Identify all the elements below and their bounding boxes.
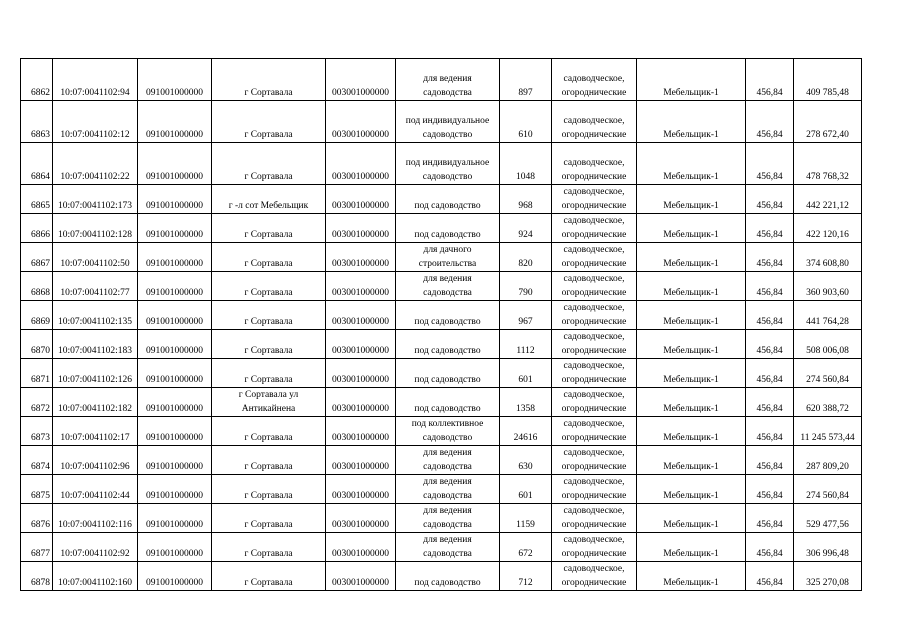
oktmo-code-cell: 003001000000 bbox=[326, 446, 396, 475]
cadastral-number-cell: 10:07:0041102:183 bbox=[53, 330, 138, 359]
unit-price-cell: 456,84 bbox=[746, 330, 794, 359]
land-category-line: садоводческое, bbox=[563, 506, 625, 516]
record-number-cell: 6863 bbox=[21, 101, 53, 143]
table-body bbox=[21, 59, 862, 591]
location-line: г Сортавала bbox=[244, 491, 293, 501]
location-cell bbox=[212, 562, 326, 591]
okato-code-cell: 091001000000 bbox=[138, 388, 212, 417]
land-category-line: садоводческое, bbox=[563, 274, 625, 284]
area-cell: 24616 bbox=[500, 417, 552, 446]
permitted-use-line: под садоводство bbox=[414, 404, 481, 414]
cadastral-number-cell: 10:07:0041102:160 bbox=[53, 562, 138, 591]
location-line: г Сортавала bbox=[244, 317, 293, 327]
location-cell bbox=[212, 533, 326, 562]
okato-code-cell: 091001000000 bbox=[138, 301, 212, 330]
table-row bbox=[21, 272, 862, 301]
oktmo-code-cell: 003001000000 bbox=[326, 272, 396, 301]
location-line: г Сортавала bbox=[244, 259, 293, 269]
land-category-line: садоводческое, bbox=[563, 216, 625, 226]
permitted-use-line: садоводства bbox=[423, 88, 472, 98]
permitted-use-line: под садоводство bbox=[414, 317, 481, 327]
location-cell bbox=[212, 143, 326, 185]
oktmo-code-cell: 003001000000 bbox=[326, 562, 396, 591]
land-category-line: садоводческое, bbox=[563, 116, 625, 126]
land-category-cell bbox=[552, 301, 637, 330]
permitted-use-cell bbox=[396, 272, 500, 301]
okato-code-cell: 091001000000 bbox=[138, 59, 212, 101]
unit-price-cell: 456,84 bbox=[746, 533, 794, 562]
location-line: г Сортавала bbox=[244, 130, 293, 140]
okato-code-cell: 091001000000 bbox=[138, 359, 212, 388]
cadastral-number-cell: 10:07:0041102:116 bbox=[53, 504, 138, 533]
table-row bbox=[21, 243, 862, 272]
land-category-line: огороднические bbox=[561, 259, 627, 269]
area-cell: 924 bbox=[500, 214, 552, 243]
area-cell: 1159 bbox=[500, 504, 552, 533]
area-cell: 968 bbox=[500, 185, 552, 214]
permitted-use-line: садоводства bbox=[423, 462, 472, 472]
table-row bbox=[21, 504, 862, 533]
location-cell bbox=[212, 101, 326, 143]
land-category-line: садоводческое, bbox=[563, 158, 625, 168]
land-category-line: огороднические bbox=[561, 172, 627, 182]
permitted-use-line: садоводство bbox=[422, 433, 473, 443]
permitted-use-line: под садоводство bbox=[414, 230, 481, 240]
unit-price-cell: 456,84 bbox=[746, 214, 794, 243]
land-category-line: огороднические bbox=[561, 317, 627, 327]
oktmo-code-cell: 003001000000 bbox=[326, 101, 396, 143]
permitted-use-cell bbox=[396, 101, 500, 143]
valuation-zone-cell: Мебельщик-1 bbox=[637, 214, 746, 243]
permitted-use-cell bbox=[396, 143, 500, 185]
valuation-zone-cell: Мебельщик-1 bbox=[637, 101, 746, 143]
permitted-use-line: под садоводство bbox=[414, 578, 481, 588]
record-number-cell: 6869 bbox=[21, 301, 53, 330]
record-number-cell: 6873 bbox=[21, 417, 53, 446]
cadastral-number-cell: 10:07:0041102:126 bbox=[53, 359, 138, 388]
location-cell bbox=[212, 359, 326, 388]
valuation-zone-cell: Мебельщик-1 bbox=[637, 504, 746, 533]
table-row bbox=[21, 475, 862, 504]
land-category-line: огороднические bbox=[561, 520, 627, 530]
table-row bbox=[21, 143, 862, 185]
cadastral-number-cell: 10:07:0041102:12 bbox=[53, 101, 138, 143]
cadastral-cost-cell: 478 768,32 bbox=[794, 143, 862, 185]
cadastral-cost-cell: 374 608,80 bbox=[794, 243, 862, 272]
valuation-zone-cell: Мебельщик-1 bbox=[637, 533, 746, 562]
table-row bbox=[21, 330, 862, 359]
location-line: г Сортавала bbox=[244, 375, 293, 385]
oktmo-code-cell: 003001000000 bbox=[326, 388, 396, 417]
land-category-cell bbox=[552, 59, 637, 101]
permitted-use-cell bbox=[396, 301, 500, 330]
oktmo-code-cell: 003001000000 bbox=[326, 301, 396, 330]
land-category-line: садоводческое, bbox=[563, 535, 625, 545]
land-category-line: огороднические bbox=[561, 201, 627, 211]
cadastral-cost-cell: 287 809,20 bbox=[794, 446, 862, 475]
unit-price-cell: 456,84 bbox=[746, 562, 794, 591]
land-category-line: садоводческое, bbox=[563, 361, 625, 371]
location-cell bbox=[212, 243, 326, 272]
okato-code-cell: 091001000000 bbox=[138, 143, 212, 185]
permitted-use-line: для ведения bbox=[423, 477, 472, 487]
location-cell bbox=[212, 214, 326, 243]
land-category-cell bbox=[552, 330, 637, 359]
unit-price-cell: 456,84 bbox=[746, 301, 794, 330]
land-category-line: садоводческое, bbox=[563, 564, 625, 574]
land-category-line: садоводческое, bbox=[563, 419, 625, 429]
unit-price-cell: 456,84 bbox=[746, 59, 794, 101]
location-line: г Сортавала bbox=[244, 520, 293, 530]
cadastral-cost-cell: 11 245 573,44 bbox=[794, 417, 862, 446]
area-cell: 601 bbox=[500, 359, 552, 388]
table-row bbox=[21, 185, 862, 214]
permitted-use-cell bbox=[396, 214, 500, 243]
okato-code-cell: 091001000000 bbox=[138, 562, 212, 591]
permitted-use-line: для ведения bbox=[423, 535, 472, 545]
land-category-cell bbox=[552, 504, 637, 533]
area-cell: 1358 bbox=[500, 388, 552, 417]
cadastral-number-cell: 10:07:0041102:77 bbox=[53, 272, 138, 301]
oktmo-code-cell: 003001000000 bbox=[326, 59, 396, 101]
land-category-line: огороднические bbox=[561, 130, 627, 140]
permitted-use-cell bbox=[396, 330, 500, 359]
table-row bbox=[21, 388, 862, 417]
oktmo-code-cell: 003001000000 bbox=[326, 475, 396, 504]
cadastral-number-cell: 10:07:0041102:173 bbox=[53, 185, 138, 214]
record-number-cell: 6870 bbox=[21, 330, 53, 359]
unit-price-cell: 456,84 bbox=[746, 185, 794, 214]
permitted-use-line: садоводства bbox=[423, 549, 472, 559]
valuation-zone-cell: Мебельщик-1 bbox=[637, 446, 746, 475]
land-category-line: садоводческое, bbox=[563, 303, 625, 313]
area-cell: 897 bbox=[500, 59, 552, 101]
land-category-line: огороднические bbox=[561, 230, 627, 240]
land-category-line: садоводческое, bbox=[563, 448, 625, 458]
permitted-use-line: садоводство bbox=[422, 130, 473, 140]
permitted-use-line: строительства bbox=[418, 259, 477, 269]
record-number-cell: 6867 bbox=[21, 243, 53, 272]
location-line: г Сортавала bbox=[244, 433, 293, 443]
cadastral-cost-cell: 620 388,72 bbox=[794, 388, 862, 417]
permitted-use-line: под садоводство bbox=[414, 375, 481, 385]
land-category-line: огороднические bbox=[561, 549, 627, 559]
permitted-use-line: садоводство bbox=[422, 172, 473, 182]
okato-code-cell: 091001000000 bbox=[138, 214, 212, 243]
record-number-cell: 6875 bbox=[21, 475, 53, 504]
land-register-table bbox=[20, 58, 862, 591]
permitted-use-line: для ведения bbox=[423, 448, 472, 458]
record-number-cell: 6865 bbox=[21, 185, 53, 214]
cadastral-number-cell: 10:07:0041102:44 bbox=[53, 475, 138, 504]
unit-price-cell: 456,84 bbox=[746, 388, 794, 417]
okato-code-cell: 091001000000 bbox=[138, 475, 212, 504]
location-cell bbox=[212, 330, 326, 359]
record-number-cell: 6872 bbox=[21, 388, 53, 417]
okato-code-cell: 091001000000 bbox=[138, 101, 212, 143]
permitted-use-line: под индивидуальное bbox=[405, 116, 490, 126]
valuation-zone-cell: Мебельщик-1 bbox=[637, 59, 746, 101]
cadastral-number-cell: 10:07:0041102:96 bbox=[53, 446, 138, 475]
table-row bbox=[21, 101, 862, 143]
valuation-zone-cell: Мебельщик-1 bbox=[637, 185, 746, 214]
unit-price-cell: 456,84 bbox=[746, 101, 794, 143]
oktmo-code-cell: 003001000000 bbox=[326, 504, 396, 533]
cadastral-number-cell: 10:07:0041102:135 bbox=[53, 301, 138, 330]
location-cell bbox=[212, 388, 326, 417]
land-category-cell bbox=[552, 214, 637, 243]
record-number-cell: 6878 bbox=[21, 562, 53, 591]
land-category-line: огороднические bbox=[561, 578, 627, 588]
cadastral-number-cell: 10:07:0041102:17 bbox=[53, 417, 138, 446]
area-cell: 967 bbox=[500, 301, 552, 330]
permitted-use-cell bbox=[396, 59, 500, 101]
area-cell: 601 bbox=[500, 475, 552, 504]
okato-code-cell: 091001000000 bbox=[138, 417, 212, 446]
permitted-use-line: для дачного bbox=[423, 245, 472, 255]
okato-code-cell: 091001000000 bbox=[138, 243, 212, 272]
land-category-line: огороднические bbox=[561, 433, 627, 443]
cadastral-number-cell: 10:07:0041102:92 bbox=[53, 533, 138, 562]
location-line: г Сортавала bbox=[244, 578, 293, 588]
table-row bbox=[21, 59, 862, 101]
okato-code-cell: 091001000000 bbox=[138, 533, 212, 562]
okato-code-cell: 091001000000 bbox=[138, 330, 212, 359]
land-category-line: садоводческое, bbox=[563, 332, 625, 342]
permitted-use-cell bbox=[396, 562, 500, 591]
location-cell bbox=[212, 185, 326, 214]
unit-price-cell: 456,84 bbox=[746, 475, 794, 504]
cadastral-cost-cell: 422 120,16 bbox=[794, 214, 862, 243]
cadastral-cost-cell: 278 672,40 bbox=[794, 101, 862, 143]
oktmo-code-cell: 003001000000 bbox=[326, 533, 396, 562]
record-number-cell: 6876 bbox=[21, 504, 53, 533]
location-line: г Сортавала ул bbox=[238, 390, 299, 400]
valuation-zone-cell: Мебельщик-1 bbox=[637, 301, 746, 330]
valuation-zone-cell: Мебельщик-1 bbox=[637, 143, 746, 185]
land-category-line: огороднические bbox=[561, 404, 627, 414]
permitted-use-cell bbox=[396, 185, 500, 214]
cadastral-cost-cell: 274 560,84 bbox=[794, 359, 862, 388]
valuation-zone-cell: Мебельщик-1 bbox=[637, 359, 746, 388]
land-category-cell bbox=[552, 417, 637, 446]
table-row bbox=[21, 214, 862, 243]
unit-price-cell: 456,84 bbox=[746, 272, 794, 301]
record-number-cell: 6871 bbox=[21, 359, 53, 388]
land-category-line: огороднические bbox=[561, 375, 627, 385]
land-category-line: садоводческое, bbox=[563, 74, 625, 84]
area-cell: 630 bbox=[500, 446, 552, 475]
area-cell: 610 bbox=[500, 101, 552, 143]
cadastral-cost-cell: 360 903,60 bbox=[794, 272, 862, 301]
table-row bbox=[21, 359, 862, 388]
location-cell bbox=[212, 417, 326, 446]
permitted-use-line: для ведения bbox=[423, 506, 472, 516]
location-line: г Сортавала bbox=[244, 346, 293, 356]
land-category-cell bbox=[552, 101, 637, 143]
valuation-zone-cell: Мебельщик-1 bbox=[637, 388, 746, 417]
valuation-zone-cell: Мебельщик-1 bbox=[637, 475, 746, 504]
land-category-line: огороднические bbox=[561, 346, 627, 356]
valuation-zone-cell: Мебельщик-1 bbox=[637, 243, 746, 272]
cadastral-cost-cell: 409 785,48 bbox=[794, 59, 862, 101]
oktmo-code-cell: 003001000000 bbox=[326, 243, 396, 272]
okato-code-cell: 091001000000 bbox=[138, 446, 212, 475]
land-category-cell bbox=[552, 243, 637, 272]
permitted-use-line: для ведения bbox=[423, 274, 472, 284]
location-line: г Сортавала bbox=[244, 549, 293, 559]
land-category-cell bbox=[552, 143, 637, 185]
table-row bbox=[21, 417, 862, 446]
permitted-use-line: для ведения bbox=[423, 74, 472, 84]
record-number-cell: 6877 bbox=[21, 533, 53, 562]
land-category-cell bbox=[552, 475, 637, 504]
oktmo-code-cell: 003001000000 bbox=[326, 417, 396, 446]
location-cell bbox=[212, 301, 326, 330]
land-category-line: садоводческое, bbox=[563, 390, 625, 400]
record-number-cell: 6866 bbox=[21, 214, 53, 243]
area-cell: 672 bbox=[500, 533, 552, 562]
permitted-use-cell bbox=[396, 359, 500, 388]
cadastral-number-cell: 10:07:0041102:128 bbox=[53, 214, 138, 243]
location-line: г Сортавала bbox=[244, 230, 293, 240]
location-cell bbox=[212, 272, 326, 301]
cadastral-number-cell: 10:07:0041102:94 bbox=[53, 59, 138, 101]
unit-price-cell: 456,84 bbox=[746, 243, 794, 272]
location-line: Антикайнена bbox=[241, 404, 296, 414]
land-category-cell bbox=[552, 446, 637, 475]
unit-price-cell: 456,84 bbox=[746, 359, 794, 388]
permitted-use-line: под садоводство bbox=[414, 201, 481, 211]
oktmo-code-cell: 003001000000 bbox=[326, 143, 396, 185]
permitted-use-line: садоводства bbox=[423, 288, 472, 298]
land-category-cell bbox=[552, 388, 637, 417]
permitted-use-cell bbox=[396, 504, 500, 533]
table-row bbox=[21, 533, 862, 562]
unit-price-cell: 456,84 bbox=[746, 417, 794, 446]
area-cell: 790 bbox=[500, 272, 552, 301]
oktmo-code-cell: 003001000000 bbox=[326, 330, 396, 359]
area-cell: 820 bbox=[500, 243, 552, 272]
land-category-line: огороднические bbox=[561, 462, 627, 472]
permitted-use-cell bbox=[396, 243, 500, 272]
permitted-use-line: под индивидуальное bbox=[405, 158, 490, 168]
land-category-line: огороднические bbox=[561, 88, 627, 98]
permitted-use-cell bbox=[396, 533, 500, 562]
permitted-use-line: под садоводство bbox=[414, 346, 481, 356]
cadastral-cost-cell: 306 996,48 bbox=[794, 533, 862, 562]
record-number-cell: 6868 bbox=[21, 272, 53, 301]
area-cell: 1112 bbox=[500, 330, 552, 359]
permitted-use-cell bbox=[396, 446, 500, 475]
valuation-zone-cell: Мебельщик-1 bbox=[637, 562, 746, 591]
cadastral-cost-cell: 529 477,56 bbox=[794, 504, 862, 533]
table-row bbox=[21, 446, 862, 475]
cadastral-cost-cell: 441 764,28 bbox=[794, 301, 862, 330]
table-row bbox=[21, 301, 862, 330]
location-cell bbox=[212, 504, 326, 533]
cadastral-cost-cell: 442 221,12 bbox=[794, 185, 862, 214]
location-cell bbox=[212, 475, 326, 504]
land-category-cell bbox=[552, 185, 637, 214]
valuation-zone-cell: Мебельщик-1 bbox=[637, 330, 746, 359]
permitted-use-line: под коллективное bbox=[411, 419, 484, 429]
area-cell: 1048 bbox=[500, 143, 552, 185]
permitted-use-cell bbox=[396, 475, 500, 504]
land-category-cell bbox=[552, 533, 637, 562]
permitted-use-cell bbox=[396, 417, 500, 446]
land-category-line: огороднические bbox=[561, 288, 627, 298]
land-category-cell bbox=[552, 562, 637, 591]
okato-code-cell: 091001000000 bbox=[138, 272, 212, 301]
area-cell: 712 bbox=[500, 562, 552, 591]
land-category-cell bbox=[552, 272, 637, 301]
location-line: г Сортавала bbox=[244, 288, 293, 298]
location-line: г -л сот Мебельщик bbox=[228, 201, 309, 211]
oktmo-code-cell: 003001000000 bbox=[326, 359, 396, 388]
record-number-cell: 6874 bbox=[21, 446, 53, 475]
unit-price-cell: 456,84 bbox=[746, 143, 794, 185]
permitted-use-cell bbox=[396, 388, 500, 417]
table-row bbox=[21, 562, 862, 591]
land-category-line: садоводческое, bbox=[563, 477, 625, 487]
valuation-zone-cell: Мебельщик-1 bbox=[637, 272, 746, 301]
land-category-line: садоводческое, bbox=[563, 187, 625, 197]
oktmo-code-cell: 003001000000 bbox=[326, 214, 396, 243]
okato-code-cell: 091001000000 bbox=[138, 185, 212, 214]
cadastral-number-cell: 10:07:0041102:182 bbox=[53, 388, 138, 417]
unit-price-cell: 456,84 bbox=[746, 446, 794, 475]
location-cell bbox=[212, 59, 326, 101]
land-category-cell bbox=[552, 359, 637, 388]
oktmo-code-cell: 003001000000 bbox=[326, 185, 396, 214]
cadastral-cost-cell: 508 006,08 bbox=[794, 330, 862, 359]
land-category-line: садоводческое, bbox=[563, 245, 625, 255]
permitted-use-line: садоводства bbox=[423, 491, 472, 501]
cadastral-number-cell: 10:07:0041102:22 bbox=[53, 143, 138, 185]
cadastral-cost-cell: 325 270,08 bbox=[794, 562, 862, 591]
record-number-cell: 6864 bbox=[21, 143, 53, 185]
cadastral-cost-cell: 274 560,84 bbox=[794, 475, 862, 504]
location-cell bbox=[212, 446, 326, 475]
location-line: г Сортавала bbox=[244, 172, 293, 182]
unit-price-cell: 456,84 bbox=[746, 504, 794, 533]
cadastral-number-cell: 10:07:0041102:50 bbox=[53, 243, 138, 272]
location-line: г Сортавала bbox=[244, 88, 293, 98]
record-number-cell: 6862 bbox=[21, 59, 53, 101]
permitted-use-line: садоводства bbox=[423, 520, 472, 530]
okato-code-cell: 091001000000 bbox=[138, 504, 212, 533]
valuation-zone-cell: Мебельщик-1 bbox=[637, 417, 746, 446]
land-category-line: огороднические bbox=[561, 491, 627, 501]
location-line: г Сортавала bbox=[244, 462, 293, 472]
